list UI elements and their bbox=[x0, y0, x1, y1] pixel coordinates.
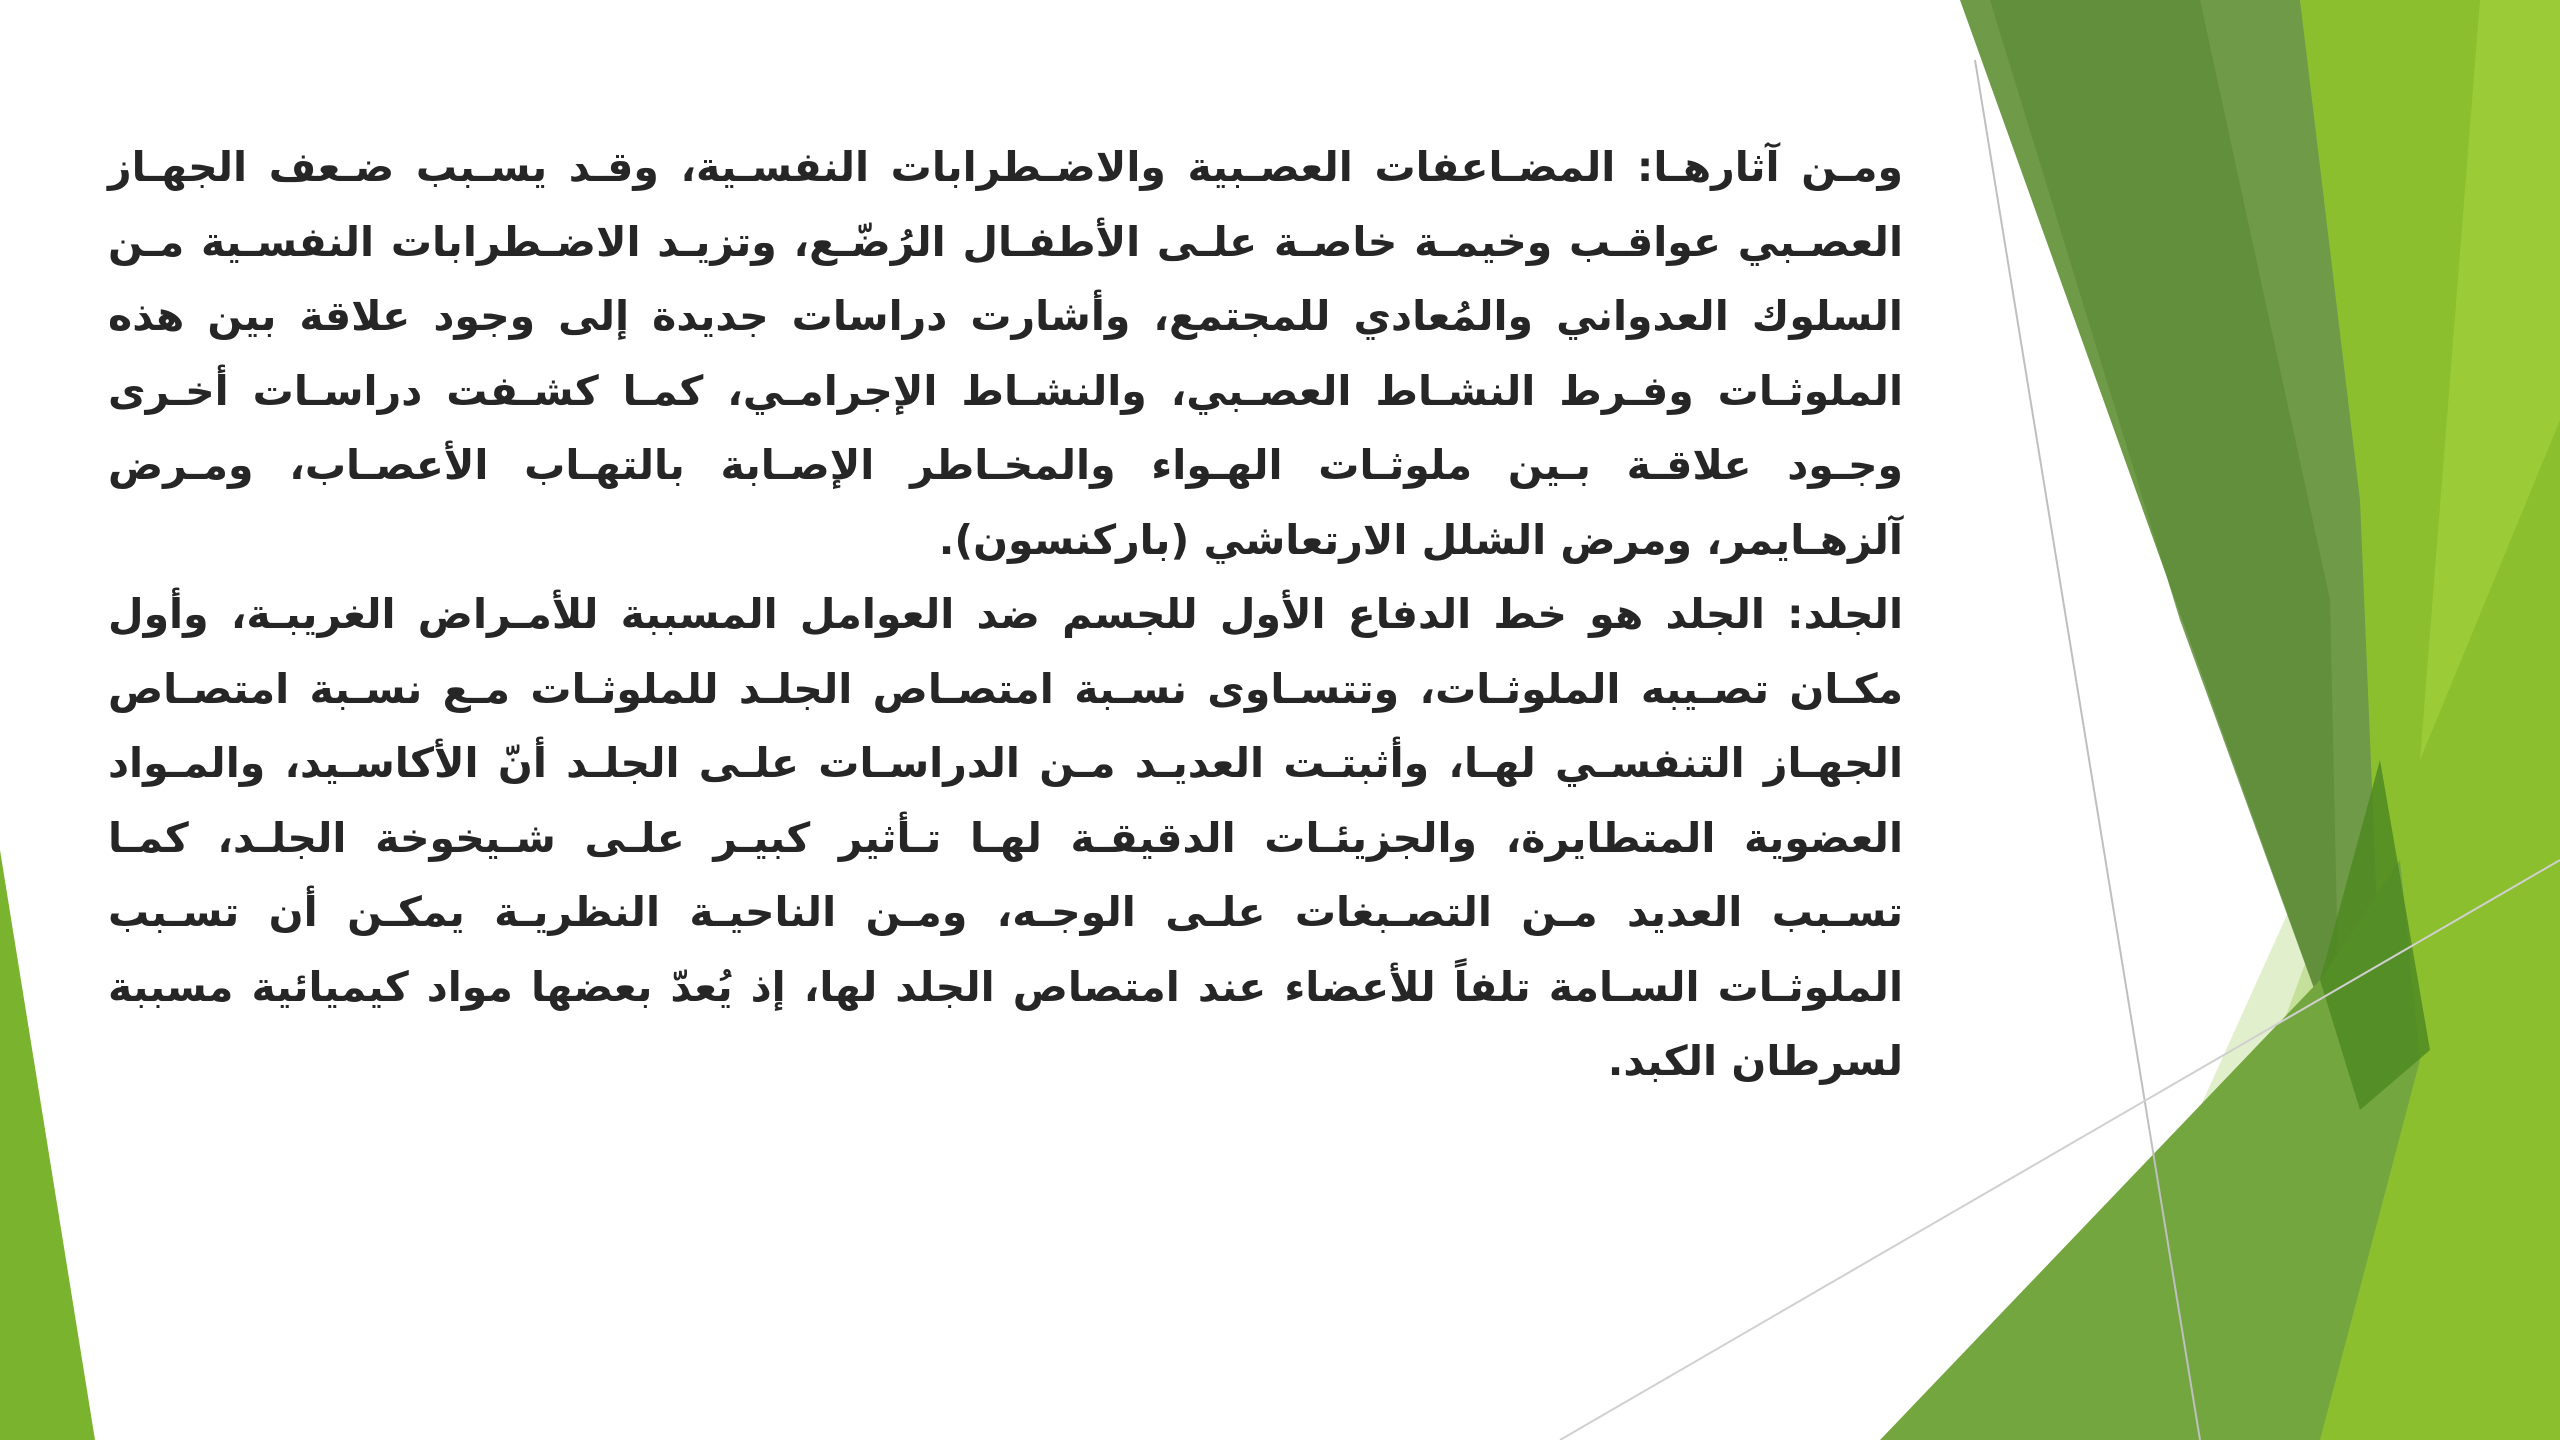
paragraph-nervous-system-effects: ومـن آثارهـا: المضـاعفات العصـبية والاضـطرابات النفسـية، وقـد يسـبب ضـعف الجهـاز العصـبي عواقـب وخيمـة خاصـة علـى الأطفـال الرُضّـع، وتزيـد الاضـطرابات النفسـية مـن السلوك العدواني والمُعادي للمجتمع، وأشارت دراسات جديدة إلى وجود علاقة بين هذه الملوثـات وفـرط النشـاط العصـبي، والنشـاط الإجرامـي، كمـا كشـفت دراسـات أخـرى وجـود علاقـة بـين ملوثـات الهـواء والمخـاطر الإصـابة بالتهـاب الأعصـاب، ومـرض آلزهـايمر، ومرض الشلل الارتعاشي (باركنسون). bbox=[108, 143, 1903, 564]
paragraph-skin-effects: الجلد: الجلد هو خط الدفاع الأول للجسم ضد العوامل المسببة للأمـراض الغريبـة، وأول مكـان تصـيبه الملوثـات، وتتسـاوى نسـبة امتصـاص الجلـد للملوثـات مـع نسـبة امتصـاص الجهـاز التنفسـي لهـا، وأثبتـت العديـد مـن الدراسـات علـى الجلـد أنّ الأكاسـيد، والمـواد العضوية المتطايرة، والجزيئـات الدقيقـة لهـا تـأثير كبيـر علـى شـيخوخة الجلـد، كمـا تسـبب العديد مـن التصـبغات علـى الوجـه، ومـن الناحيـة النظريـة يمكـن أن تسـبب الملوثـات السـامة تلفاً للأعضاء عند امتصاص الجلد لها، إذ يُعدّ بعضها مواد كيميائية مسببة لسرطان الكبد. bbox=[108, 590, 1903, 1085]
body-text bbox=[108, 130, 1903, 1099]
left-green-strip bbox=[0, 850, 95, 1440]
